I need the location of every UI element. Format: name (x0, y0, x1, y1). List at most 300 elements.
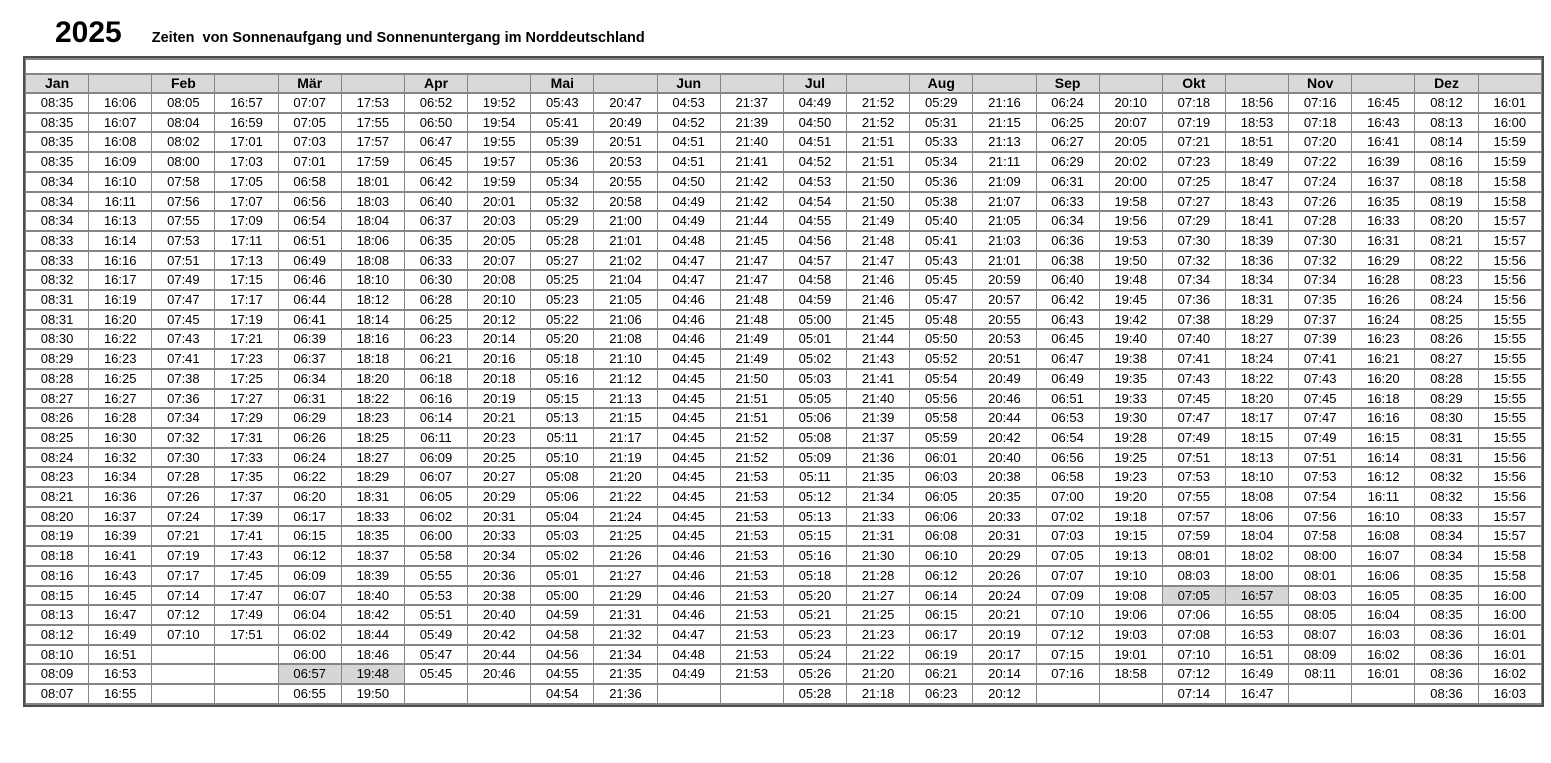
sunset-cell-Dez-1: 16:01 (1478, 93, 1541, 113)
sunset-cell-Dez-2: 16:00 (1478, 113, 1541, 133)
sunset-cell-Sep-21: 19:20 (1099, 487, 1162, 507)
sunrise-cell-Feb-17: 07:34 (152, 408, 215, 428)
sunset-cell-Mär-24: 18:37 (341, 546, 404, 566)
sunrise-cell-Jul-24: 05:16 (783, 546, 846, 566)
sunset-cell-Okt-17: 18:17 (1225, 408, 1288, 428)
sunset-cell-Feb-12: 17:19 (215, 310, 278, 330)
sunrise-cell-Jun-13: 04:46 (657, 329, 720, 349)
sunrise-cell-Feb-9: 07:51 (152, 251, 215, 271)
month-header-Nov: Nov (1289, 74, 1352, 93)
sunrise-cell-Okt-17: 07:47 (1162, 408, 1225, 428)
day-row-9 (26, 251, 1542, 271)
sunrise-cell-Aug-27: 06:15 (910, 605, 973, 625)
sunset-cell-Sep-13: 19:40 (1099, 329, 1162, 349)
sunset-cell-Mai-11: 21:05 (594, 290, 657, 310)
sunrise-cell-Sep-2: 06:25 (1036, 113, 1099, 133)
sunset-cell-Dez-3: 15:59 (1478, 132, 1541, 152)
sunset-cell-Aug-17: 20:44 (973, 408, 1036, 428)
sunrise-cell-Dez-16: 08:29 (1415, 389, 1478, 409)
day-row-22 (26, 507, 1542, 527)
sunrise-cell-Mär-13: 06:39 (278, 329, 341, 349)
sunrise-cell-Feb-29 (152, 645, 215, 665)
sunset-cell-Feb-19: 17:33 (215, 448, 278, 468)
day-row-4 (26, 152, 1542, 172)
sunrise-cell-Mär-8: 06:51 (278, 231, 341, 251)
sunrise-cell-Sep-25: 07:07 (1036, 566, 1099, 586)
sunrise-cell-Jul-31: 05:28 (783, 684, 846, 704)
sunset-cell-Dez-27: 16:00 (1478, 605, 1541, 625)
day-row-29 (26, 645, 1542, 665)
sunset-cell-Okt-12: 18:29 (1225, 310, 1288, 330)
sunrise-cell-Jun-8: 04:48 (657, 231, 720, 251)
sunset-cell-Jun-23: 21:53 (720, 526, 783, 546)
sun-times-table (25, 58, 1542, 705)
sunrise-cell-Sep-12: 06:43 (1036, 310, 1099, 330)
sunrise-cell-Feb-25: 07:17 (152, 566, 215, 586)
sunrise-cell-Nov-14: 07:41 (1289, 349, 1352, 369)
sunset-cell-Mai-2: 20:49 (594, 113, 657, 133)
sunrise-cell-Nov-11: 07:35 (1289, 290, 1352, 310)
sunrise-cell-Jul-3: 04:51 (783, 132, 846, 152)
sunset-cell-Mär-13: 18:16 (341, 329, 404, 349)
sunrise-cell-Jun-20: 04:45 (657, 467, 720, 487)
sunrise-cell-Okt-19: 07:51 (1162, 448, 1225, 468)
sunrise-cell-Jul-20: 05:11 (783, 467, 846, 487)
sunrise-cell-Nov-21: 07:54 (1289, 487, 1352, 507)
sunrise-cell-Apr-26: 05:53 (404, 586, 467, 606)
sunrise-cell-Sep-3: 06:27 (1036, 132, 1099, 152)
sunrise-cell-Dez-4: 08:16 (1415, 152, 1478, 172)
sunrise-cell-Mär-25: 06:09 (278, 566, 341, 586)
sunset-cell-Sep-22: 19:18 (1099, 507, 1162, 527)
sunset-cell-Apr-8: 20:05 (468, 231, 531, 251)
sunset-cell-Mai-12: 21:06 (594, 310, 657, 330)
sunrise-cell-Jun-15: 04:45 (657, 369, 720, 389)
sunset-cell-Mär-23: 18:35 (341, 526, 404, 546)
month-header-Aug: Aug (910, 74, 973, 93)
sunrise-cell-Jan-19: 08:24 (26, 448, 89, 468)
sunrise-cell-Feb-31 (152, 684, 215, 704)
sunrise-cell-Aug-19: 06:01 (910, 448, 973, 468)
sunrise-cell-Mär-10: 06:46 (278, 270, 341, 290)
sunset-cell-Sep-10: 19:48 (1099, 270, 1162, 290)
sunrise-cell-Sep-21: 07:00 (1036, 487, 1099, 507)
sunset-cell-Nov-3: 16:41 (1352, 132, 1415, 152)
sunset-cell-Nov-15: 16:20 (1352, 369, 1415, 389)
sunrise-cell-Feb-2: 08:04 (152, 113, 215, 133)
sunrise-cell-Nov-24: 08:00 (1289, 546, 1352, 566)
sunset-cell-Apr-9: 20:07 (468, 251, 531, 271)
sunrise-cell-Sep-14: 06:47 (1036, 349, 1099, 369)
sunrise-cell-Nov-7: 07:28 (1289, 211, 1352, 231)
month-header-spacer-Jan (89, 74, 152, 93)
day-row-30 (26, 664, 1542, 684)
sunrise-cell-Dez-1: 08:12 (1415, 93, 1478, 113)
sunrise-cell-Apr-15: 06:18 (404, 369, 467, 389)
sunrise-cell-Aug-8: 05:41 (910, 231, 973, 251)
sunrise-cell-Okt-25: 08:03 (1162, 566, 1225, 586)
spacer-cell (26, 59, 1542, 74)
sunset-cell-Feb-29 (215, 645, 278, 665)
sunrise-cell-Jan-5: 08:34 (26, 172, 89, 192)
day-row-26 (26, 586, 1542, 606)
sunset-cell-Aug-8: 21:03 (973, 231, 1036, 251)
sunset-cell-Sep-3: 20:05 (1099, 132, 1162, 152)
sunset-cell-Jul-12: 21:45 (847, 310, 910, 330)
sunset-cell-Apr-5: 19:59 (468, 172, 531, 192)
sunset-cell-Jun-9: 21:47 (720, 251, 783, 271)
sunrise-cell-Mai-15: 05:16 (531, 369, 594, 389)
day-row-13 (26, 329, 1542, 349)
sunset-cell-Apr-31 (468, 684, 531, 704)
sunrise-cell-Nov-6: 07:26 (1289, 192, 1352, 212)
month-header-Sep: Sep (1036, 74, 1099, 93)
month-header-spacer-Mär (341, 74, 404, 93)
sunrise-cell-Okt-26: 07:05 (1162, 586, 1225, 606)
sunrise-cell-Nov-26: 08:03 (1289, 586, 1352, 606)
sunrise-cell-Nov-17: 07:47 (1289, 408, 1352, 428)
sunrise-cell-Jan-31: 08:07 (26, 684, 89, 704)
sunset-cell-Feb-8: 17:11 (215, 231, 278, 251)
sunrise-cell-Sep-20: 06:58 (1036, 467, 1099, 487)
sunrise-cell-Jan-26: 08:15 (26, 586, 89, 606)
sunset-cell-Jan-27: 16:47 (89, 605, 152, 625)
sunrise-cell-Nov-19: 07:51 (1289, 448, 1352, 468)
sunset-cell-Jul-17: 21:39 (847, 408, 910, 428)
sunrise-cell-Jun-29: 04:48 (657, 645, 720, 665)
sunset-cell-Mai-27: 21:31 (594, 605, 657, 625)
sunset-cell-Mär-4: 17:59 (341, 152, 404, 172)
sunset-cell-Sep-4: 20:02 (1099, 152, 1162, 172)
sunrise-cell-Jun-5: 04:50 (657, 172, 720, 192)
sunset-cell-Aug-12: 20:55 (973, 310, 1036, 330)
sunset-cell-Aug-15: 20:49 (973, 369, 1036, 389)
month-header-Mär: Mär (278, 74, 341, 93)
sunrise-cell-Sep-23: 07:03 (1036, 526, 1099, 546)
sunset-cell-Jul-15: 21:41 (847, 369, 910, 389)
sunrise-cell-Dez-14: 08:27 (1415, 349, 1478, 369)
day-row-5 (26, 172, 1542, 192)
sunrise-cell-Dez-13: 08:26 (1415, 329, 1478, 349)
sunrise-cell-Aug-9: 05:43 (910, 251, 973, 271)
sunrise-cell-Mär-1: 07:07 (278, 93, 341, 113)
sunrise-cell-Aug-30: 06:21 (910, 664, 973, 684)
sunset-cell-Mär-21: 18:31 (341, 487, 404, 507)
sunrise-cell-Mai-16: 05:15 (531, 389, 594, 409)
sunset-cell-Apr-27: 20:40 (468, 605, 531, 625)
sunset-cell-Jun-24: 21:53 (720, 546, 783, 566)
sunset-cell-Jan-20: 16:34 (89, 467, 152, 487)
sunset-cell-Feb-7: 17:09 (215, 211, 278, 231)
sunset-cell-Okt-2: 18:53 (1225, 113, 1288, 133)
sunset-cell-Sep-25: 19:10 (1099, 566, 1162, 586)
sunset-cell-Feb-16: 17:27 (215, 389, 278, 409)
sunset-cell-Okt-22: 18:06 (1225, 507, 1288, 527)
sunrise-cell-Jul-28: 05:23 (783, 625, 846, 645)
sunrise-cell-Aug-17: 05:58 (910, 408, 973, 428)
sunset-cell-Apr-29: 20:44 (468, 645, 531, 665)
sunset-cell-Jul-22: 21:33 (847, 507, 910, 527)
sunset-cell-Mai-1: 20:47 (594, 93, 657, 113)
sunset-cell-Jul-18: 21:37 (847, 428, 910, 448)
day-row-20 (26, 467, 1542, 487)
sunrise-cell-Jun-18: 04:45 (657, 428, 720, 448)
sunrise-cell-Jan-13: 08:30 (26, 329, 89, 349)
sunset-cell-Okt-16: 18:20 (1225, 389, 1288, 409)
sunset-cell-Nov-10: 16:28 (1352, 270, 1415, 290)
sunrise-cell-Apr-4: 06:45 (404, 152, 467, 172)
sunrise-cell-Jun-6: 04:49 (657, 192, 720, 212)
sunset-cell-Jul-9: 21:47 (847, 251, 910, 271)
sunrise-cell-Jan-1: 08:35 (26, 93, 89, 113)
sunset-cell-Dez-22: 15:57 (1478, 507, 1541, 527)
sunset-cell-Nov-31 (1352, 684, 1415, 704)
sunrise-cell-Apr-14: 06:21 (404, 349, 467, 369)
sunset-cell-Jun-17: 21:51 (720, 408, 783, 428)
day-row-1 (26, 93, 1542, 113)
sunrise-cell-Dez-10: 08:23 (1415, 270, 1478, 290)
sunrise-cell-Mär-18: 06:26 (278, 428, 341, 448)
sunset-cell-Mär-14: 18:18 (341, 349, 404, 369)
sunrise-cell-Jan-10: 08:32 (26, 270, 89, 290)
sunset-cell-Mär-30: 19:48 (341, 664, 404, 684)
sunset-cell-Okt-14: 18:24 (1225, 349, 1288, 369)
sunset-cell-Mai-28: 21:32 (594, 625, 657, 645)
sunset-cell-Apr-23: 20:33 (468, 526, 531, 546)
sunrise-cell-Okt-5: 07:25 (1162, 172, 1225, 192)
sunset-cell-Sep-11: 19:45 (1099, 290, 1162, 310)
sunrise-cell-Jan-11: 08:31 (26, 290, 89, 310)
sunrise-cell-Jan-3: 08:35 (26, 132, 89, 152)
sunset-cell-Jun-8: 21:45 (720, 231, 783, 251)
sunset-cell-Aug-6: 21:07 (973, 192, 1036, 212)
sunrise-cell-Jun-14: 04:45 (657, 349, 720, 369)
sunrise-cell-Mär-14: 06:37 (278, 349, 341, 369)
sunset-cell-Aug-30: 20:14 (973, 664, 1036, 684)
sunrise-cell-Dez-2: 08:13 (1415, 113, 1478, 133)
sunset-cell-Mär-17: 18:23 (341, 408, 404, 428)
day-row-10 (26, 270, 1542, 290)
sunset-cell-Dez-18: 15:55 (1478, 428, 1541, 448)
sunrise-cell-Feb-5: 07:58 (152, 172, 215, 192)
sunrise-cell-Nov-28: 08:07 (1289, 625, 1352, 645)
sunrise-cell-Feb-13: 07:43 (152, 329, 215, 349)
sunrise-cell-Feb-3: 08:02 (152, 132, 215, 152)
sunrise-cell-Mär-4: 07:01 (278, 152, 341, 172)
sunset-cell-Aug-31: 20:12 (973, 684, 1036, 704)
sunrise-cell-Feb-18: 07:32 (152, 428, 215, 448)
sunrise-cell-Mär-9: 06:49 (278, 251, 341, 271)
sunrise-cell-Jul-27: 05:21 (783, 605, 846, 625)
sunset-cell-Aug-22: 20:33 (973, 507, 1036, 527)
sunset-cell-Sep-5: 20:00 (1099, 172, 1162, 192)
sunset-cell-Mai-25: 21:27 (594, 566, 657, 586)
sunset-cell-Mär-7: 18:04 (341, 211, 404, 231)
sunset-cell-Okt-27: 16:55 (1225, 605, 1288, 625)
sunset-cell-Sep-6: 19:58 (1099, 192, 1162, 212)
sunrise-cell-Feb-10: 07:49 (152, 270, 215, 290)
sunset-cell-Okt-31: 16:47 (1225, 684, 1288, 704)
sunrise-cell-Okt-2: 07:19 (1162, 113, 1225, 133)
sunset-cell-Mai-21: 21:22 (594, 487, 657, 507)
sunrise-cell-Feb-11: 07:47 (152, 290, 215, 310)
sunrise-cell-Jun-22: 04:45 (657, 507, 720, 527)
sunset-cell-Okt-20: 18:10 (1225, 467, 1288, 487)
sunrise-cell-Okt-30: 07:12 (1162, 664, 1225, 684)
sunset-cell-Mai-29: 21:34 (594, 645, 657, 665)
sunrise-cell-Nov-31 (1289, 684, 1352, 704)
sunset-cell-Jun-30: 21:53 (720, 664, 783, 684)
sunrise-cell-Mai-14: 05:18 (531, 349, 594, 369)
sunset-cell-Jan-2: 16:07 (89, 113, 152, 133)
sunset-cell-Aug-24: 20:29 (973, 546, 1036, 566)
sunset-cell-Jan-12: 16:20 (89, 310, 152, 330)
sunset-cell-Feb-23: 17:41 (215, 526, 278, 546)
sunrise-cell-Apr-8: 06:35 (404, 231, 467, 251)
sunrise-cell-Mai-20: 05:08 (531, 467, 594, 487)
sunset-cell-Apr-3: 19:55 (468, 132, 531, 152)
sunrise-cell-Mär-17: 06:29 (278, 408, 341, 428)
sunrise-cell-Nov-3: 07:20 (1289, 132, 1352, 152)
sunrise-cell-Sep-19: 06:56 (1036, 448, 1099, 468)
sunrise-cell-Aug-20: 06:03 (910, 467, 973, 487)
sunset-cell-Mär-19: 18:27 (341, 448, 404, 468)
sunset-cell-Jun-15: 21:50 (720, 369, 783, 389)
sunrise-cell-Feb-6: 07:56 (152, 192, 215, 212)
sunset-cell-Jul-23: 21:31 (847, 526, 910, 546)
sunrise-cell-Jan-6: 08:34 (26, 192, 89, 212)
sunset-cell-Okt-30: 16:49 (1225, 664, 1288, 684)
sunset-cell-Aug-1: 21:16 (973, 93, 1036, 113)
sunset-cell-Jan-15: 16:25 (89, 369, 152, 389)
sunset-cell-Jan-25: 16:43 (89, 566, 152, 586)
sunrise-cell-Sep-26: 07:09 (1036, 586, 1099, 606)
sunrise-cell-Feb-27: 07:12 (152, 605, 215, 625)
sunset-cell-Jul-30: 21:20 (847, 664, 910, 684)
sunset-cell-Dez-17: 15:55 (1478, 408, 1541, 428)
sunset-cell-Jan-18: 16:30 (89, 428, 152, 448)
sunset-cell-Feb-28: 17:51 (215, 625, 278, 645)
sunrise-cell-Okt-15: 07:43 (1162, 369, 1225, 389)
sunrise-cell-Feb-28: 07:10 (152, 625, 215, 645)
sunrise-cell-Sep-7: 06:34 (1036, 211, 1099, 231)
sunset-cell-Sep-31 (1099, 684, 1162, 704)
sunset-cell-Okt-8: 18:39 (1225, 231, 1288, 251)
sunrise-cell-Mär-3: 07:03 (278, 132, 341, 152)
sunrise-cell-Jan-7: 08:34 (26, 211, 89, 231)
month-header-Dez: Dez (1415, 74, 1478, 93)
sunset-cell-Okt-15: 18:22 (1225, 369, 1288, 389)
sunset-cell-Aug-27: 20:21 (973, 605, 1036, 625)
sunrise-cell-Mai-22: 05:04 (531, 507, 594, 527)
month-header-Apr: Apr (404, 74, 467, 93)
sunset-cell-Jan-30: 16:53 (89, 664, 152, 684)
sunset-cell-Apr-10: 20:08 (468, 270, 531, 290)
sunset-cell-Okt-11: 18:31 (1225, 290, 1288, 310)
sunrise-cell-Aug-31: 06:23 (910, 684, 973, 704)
sunrise-cell-Jul-2: 04:50 (783, 113, 846, 133)
sunset-cell-Jan-22: 16:37 (89, 507, 152, 527)
day-row-31 (26, 684, 1542, 704)
sunset-cell-Dez-10: 15:56 (1478, 270, 1541, 290)
sunset-cell-Okt-19: 18:13 (1225, 448, 1288, 468)
sunrise-cell-Apr-5: 06:42 (404, 172, 467, 192)
sunrise-cell-Dez-15: 08:28 (1415, 369, 1478, 389)
sunrise-cell-Okt-10: 07:34 (1162, 270, 1225, 290)
sunrise-cell-Aug-28: 06:17 (910, 625, 973, 645)
sunset-cell-Nov-16: 16:18 (1352, 389, 1415, 409)
sunset-cell-Mai-6: 20:58 (594, 192, 657, 212)
sunset-cell-Aug-18: 20:42 (973, 428, 1036, 448)
sunrise-cell-Nov-4: 07:22 (1289, 152, 1352, 172)
sunrise-cell-Apr-31 (404, 684, 467, 704)
sunset-cell-Sep-8: 19:53 (1099, 231, 1162, 251)
sunset-cell-Mär-26: 18:40 (341, 586, 404, 606)
sunset-cell-Apr-15: 20:18 (468, 369, 531, 389)
sunset-cell-Apr-25: 20:36 (468, 566, 531, 586)
sunset-cell-Jan-26: 16:45 (89, 586, 152, 606)
sunrise-cell-Feb-26: 07:14 (152, 586, 215, 606)
sunset-cell-Dez-13: 15:55 (1478, 329, 1541, 349)
sunset-cell-Sep-20: 19:23 (1099, 467, 1162, 487)
sunrise-cell-Nov-5: 07:24 (1289, 172, 1352, 192)
sunset-cell-Aug-4: 21:11 (973, 152, 1036, 172)
sunrise-cell-Apr-7: 06:37 (404, 211, 467, 231)
sunset-cell-Aug-5: 21:09 (973, 172, 1036, 192)
sunrise-cell-Jan-30: 08:09 (26, 664, 89, 684)
sunrise-cell-Jun-3: 04:51 (657, 132, 720, 152)
sunrise-cell-Jul-17: 05:06 (783, 408, 846, 428)
sunset-cell-Mär-25: 18:39 (341, 566, 404, 586)
day-row-7 (26, 211, 1542, 231)
sunset-cell-Okt-29: 16:51 (1225, 645, 1288, 665)
sunrise-cell-Jan-4: 08:35 (26, 152, 89, 172)
sunset-cell-Jun-16: 21:51 (720, 389, 783, 409)
sunrise-cell-Dez-8: 08:21 (1415, 231, 1478, 251)
sunrise-cell-Dez-23: 08:34 (1415, 526, 1478, 546)
sunrise-cell-Jan-18: 08:25 (26, 428, 89, 448)
sunset-cell-Jun-20: 21:53 (720, 467, 783, 487)
sunrise-cell-Aug-13: 05:50 (910, 329, 973, 349)
sunrise-cell-Jun-27: 04:46 (657, 605, 720, 625)
sunrise-cell-Mai-5: 05:34 (531, 172, 594, 192)
day-row-25 (26, 566, 1542, 586)
sunrise-cell-Aug-5: 05:36 (910, 172, 973, 192)
sunset-cell-Nov-30: 16:01 (1352, 664, 1415, 684)
sunrise-cell-Jun-2: 04:52 (657, 113, 720, 133)
sunset-cell-Nov-8: 16:31 (1352, 231, 1415, 251)
sunset-cell-Jan-9: 16:16 (89, 251, 152, 271)
day-row-8 (26, 231, 1542, 251)
sunrise-cell-Dez-24: 08:34 (1415, 546, 1478, 566)
day-row-15 (26, 369, 1542, 389)
sunset-cell-Apr-16: 20:19 (468, 389, 531, 409)
sunset-cell-Jun-28: 21:53 (720, 625, 783, 645)
sunrise-cell-Jun-25: 04:46 (657, 566, 720, 586)
sunset-cell-Apr-11: 20:10 (468, 290, 531, 310)
sunrise-cell-Apr-19: 06:09 (404, 448, 467, 468)
sunrise-cell-Feb-15: 07:38 (152, 369, 215, 389)
sunset-cell-Nov-12: 16:24 (1352, 310, 1415, 330)
sunrise-cell-Sep-4: 06:29 (1036, 152, 1099, 172)
sunrise-cell-Jan-24: 08:18 (26, 546, 89, 566)
sunrise-cell-Aug-1: 05:29 (910, 93, 973, 113)
sunrise-cell-Okt-9: 07:32 (1162, 251, 1225, 271)
sunrise-cell-Sep-13: 06:45 (1036, 329, 1099, 349)
sunrise-cell-Aug-2: 05:31 (910, 113, 973, 133)
sunrise-cell-Jul-13: 05:01 (783, 329, 846, 349)
month-header-spacer-Feb (215, 74, 278, 93)
